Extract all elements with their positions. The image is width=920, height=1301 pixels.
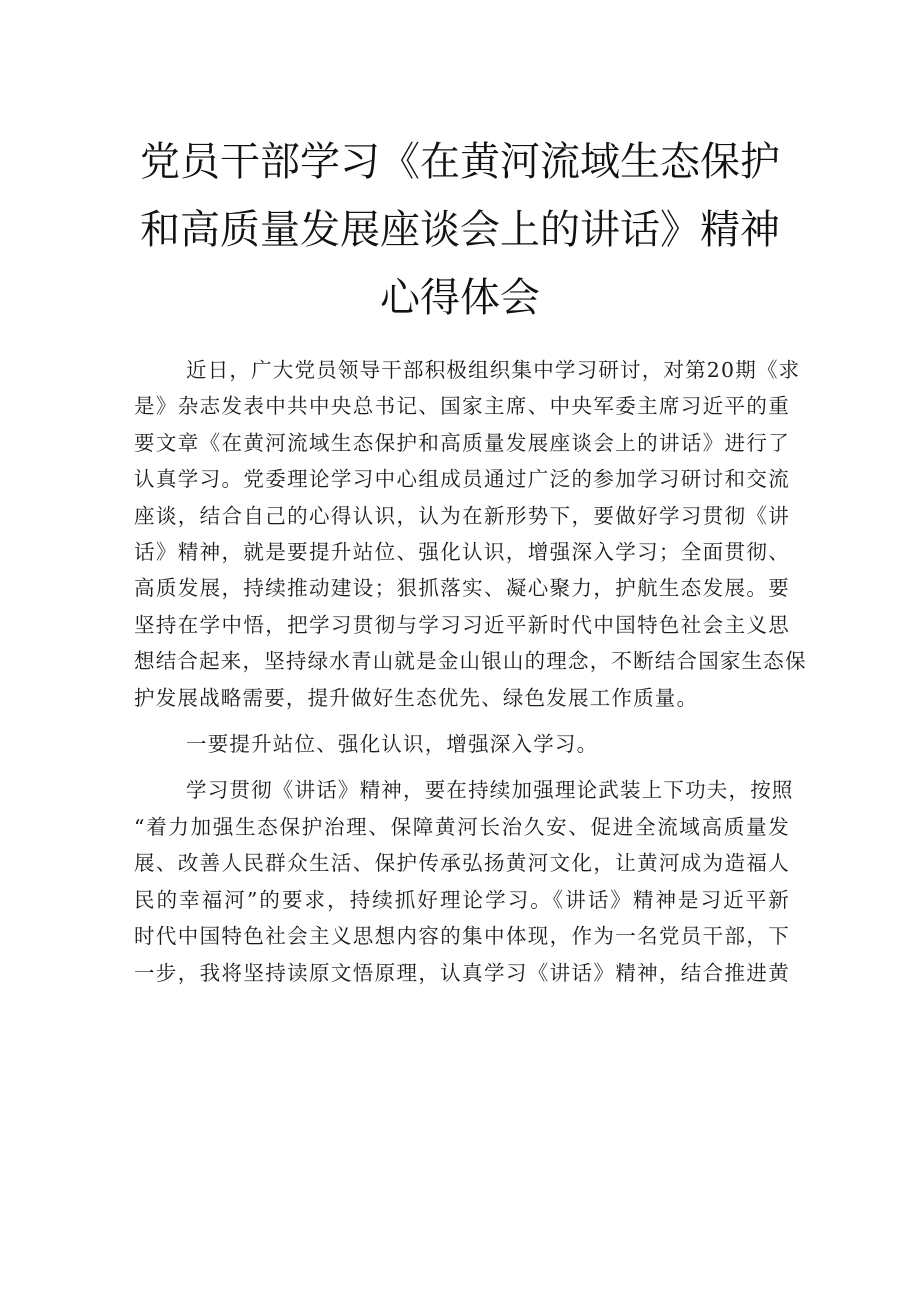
text-line: 话》精神，就是要提升站位、强化认识，增强深入学习；全面贯彻、 xyxy=(134,540,790,565)
text-line: 座谈，结合自己的心得认识，认为在新形势下，要做好学习贯彻《讲 xyxy=(134,503,790,528)
title-line: 党员干部学习《在黄河流域生态保护 xyxy=(140,139,780,185)
section-heading xyxy=(134,726,790,762)
document-body xyxy=(134,352,807,991)
text-line: 认真学习。党委理论学习中心组成员通过广泛的参加学习研讨和交流 xyxy=(134,467,790,492)
text-line: 时代中国特色社会主义思想内容的集中体现，作为一名党员干部，下 xyxy=(134,924,790,949)
text-line: 是》杂志发表中共中央总书记、国家主席、中央军委主席习近平的重 xyxy=(134,394,790,419)
title-line: 心得体会 xyxy=(380,275,540,321)
text-line: 护发展战略需要，提升做好生态优先、绿色发展工作质量。 xyxy=(134,685,699,710)
title-line: 和高质量发展座谈会上的讲话》精神 xyxy=(140,207,780,253)
text-line: 坚持在学中悟，把学习贯彻与学习习近平新时代中国特色社会主义思 xyxy=(134,612,790,637)
text-line: 展、改善人民群众生活、保护传承弘扬黄河文化，让黄河成为造福人 xyxy=(134,851,790,876)
paragraph-intro xyxy=(134,352,807,716)
document-title xyxy=(120,128,800,332)
text-line: 民的幸福河”的要求，持续抓好理论学习。《讲话》精神是习近平新 xyxy=(134,887,790,912)
text-line: 想结合起来，坚持绿水青山就是金山银山的理念，不断结合国家生态保 xyxy=(134,649,807,674)
paragraph-section-one xyxy=(134,772,794,990)
text-line: “着力加强生态保护治理、保障黄河长治久安、促进全流域高质量发 xyxy=(134,814,790,839)
text-line: 一要提升站位、强化认识，增强深入学习。 xyxy=(186,732,599,757)
text-line: 高质发展，持续推动建设；狠抓落实、凝心聚力，护航生态发展。要 xyxy=(134,576,790,601)
text-line: 近日，广大党员领导干部积极组织集中学习研讨，对第20期《求 xyxy=(186,358,801,382)
text-line: 一步，我将坚持读原文悟原理，认真学习《讲话》精神，结合推进黄 xyxy=(134,960,790,985)
text-line: 学习贯彻《讲话》精神，要在持续加强理论武装上下功夫，按照 xyxy=(186,778,794,803)
text-line: 要文章《在黄河流域生态保护和高质量发展座谈会上的讲话》进行了 xyxy=(134,430,790,455)
